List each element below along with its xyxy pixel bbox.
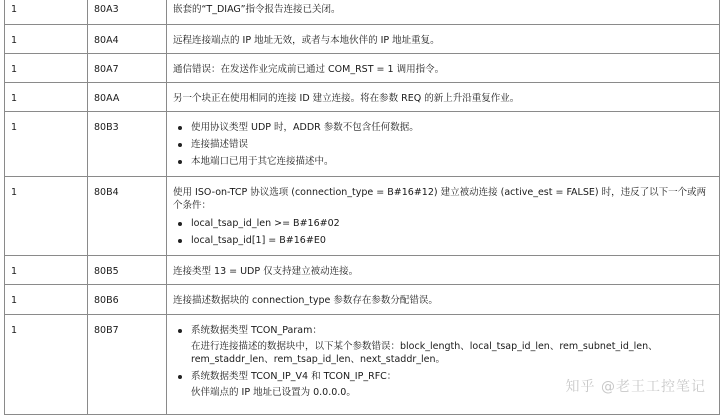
table-row bbox=[5, 83, 720, 112]
list-item-heading: 系统数据类型 TCON_Param： bbox=[191, 325, 322, 336]
cell-description bbox=[167, 112, 720, 177]
list-item-text: 本地端口已用于其它连接描述中。 bbox=[191, 156, 334, 167]
list-item bbox=[191, 234, 713, 247]
table-row bbox=[5, 54, 720, 83]
list-item bbox=[191, 138, 713, 151]
cell-code: 80A4 bbox=[88, 25, 167, 54]
bullet-icon bbox=[178, 160, 182, 164]
bullet-list bbox=[173, 121, 713, 168]
list-item-detail: 伙伴端点的 IP 地址已设置为 0.0.0.0。 bbox=[191, 387, 356, 398]
bullet-icon bbox=[178, 143, 182, 147]
cell-col1: 1 bbox=[5, 54, 88, 83]
cell-col1: 1 bbox=[5, 177, 88, 256]
table-row bbox=[5, 25, 720, 54]
cell-description: 连接描述数据块的 connection_type 参数存在参数分配错误。 bbox=[167, 285, 720, 315]
bullet-icon bbox=[178, 329, 182, 333]
cell-code: 80B4 bbox=[88, 177, 167, 256]
cell-code: 80B5 bbox=[88, 256, 167, 285]
cell-description bbox=[167, 177, 720, 256]
table-row bbox=[5, 0, 720, 25]
cell-col1: 1 bbox=[5, 25, 88, 54]
list-item bbox=[191, 121, 713, 134]
cell-code: 80AA bbox=[88, 83, 167, 112]
cell-col1: 1 bbox=[5, 256, 88, 285]
table-row bbox=[5, 315, 720, 415]
list-item-text: local_tsap_id[1] = B#16#E0 bbox=[191, 235, 326, 246]
cell-code: 80B7 bbox=[88, 315, 167, 415]
cell-col1: 1 bbox=[5, 285, 88, 315]
table-row bbox=[5, 177, 720, 256]
cell-col1: 1 bbox=[5, 112, 88, 177]
cell-code: 80A7 bbox=[88, 54, 167, 83]
bullet-icon bbox=[178, 239, 182, 243]
cell-col1: 1 bbox=[5, 315, 88, 415]
list-item bbox=[191, 217, 713, 230]
table-row bbox=[5, 112, 720, 177]
list-item-text: 连接描述错误 bbox=[191, 139, 249, 150]
bullet-icon bbox=[178, 126, 182, 130]
list-item-text: 使用协议类型 UDP 时，ADDR 参数不包含任何数据。 bbox=[191, 122, 419, 133]
list-item-heading: 系统数据类型 TCON_IP_V4 和 TCON_IP_RFC： bbox=[191, 371, 397, 382]
cell-col1: 1 bbox=[5, 83, 88, 112]
error-code-table bbox=[4, 0, 720, 415]
cell-description bbox=[167, 315, 720, 415]
table-row bbox=[5, 256, 720, 285]
cell-description: 嵌套的“T_DIAG”指令报告连接已关闭。 bbox=[167, 0, 720, 25]
list-item bbox=[191, 324, 713, 366]
list-item bbox=[191, 155, 713, 168]
cell-code: 80A3 bbox=[88, 0, 167, 25]
description-intro: 使用 ISO-on-TCP 协议选项 (connection_type = B#16#12) 建立被动连接 (active_est = FALSE) 时，违反了以下一个或两个条件： bbox=[173, 187, 707, 211]
bullet-icon bbox=[178, 222, 182, 226]
cell-description: 连接类型 13 = UDP 仅支持建立被动连接。 bbox=[167, 256, 720, 285]
cell-code: 80B6 bbox=[88, 285, 167, 315]
table-row bbox=[5, 285, 720, 315]
list-item-text: local_tsap_id_len >= B#16#02 bbox=[191, 218, 340, 229]
cell-code: 80B3 bbox=[88, 112, 167, 177]
cell-description: 远程连接端点的 IP 地址无效，或者与本地伙伴的 IP 地址重复。 bbox=[167, 25, 720, 54]
cell-description: 另一个块正在使用相同的连接 ID 建立连接。将在参数 REQ 的新上升沿重复作业。 bbox=[167, 83, 720, 112]
bullet-list bbox=[173, 217, 713, 247]
bullet-icon bbox=[178, 375, 182, 379]
cell-col1: 1 bbox=[5, 0, 88, 25]
watermark: 知乎 @老王工控笔记 bbox=[565, 379, 706, 395]
list-item-detail: 在进行连接描述的数据块中，以下某个参数错误：block_length、local_tsap_id_len、rem_subnet_id_len、rem_staddr_len、rem_tsap_id_len、next_staddr_len。 bbox=[191, 341, 658, 365]
cell-description: 通信错误：在发送作业完成前已通过 COM_RST = 1 调用指令。 bbox=[167, 54, 720, 83]
